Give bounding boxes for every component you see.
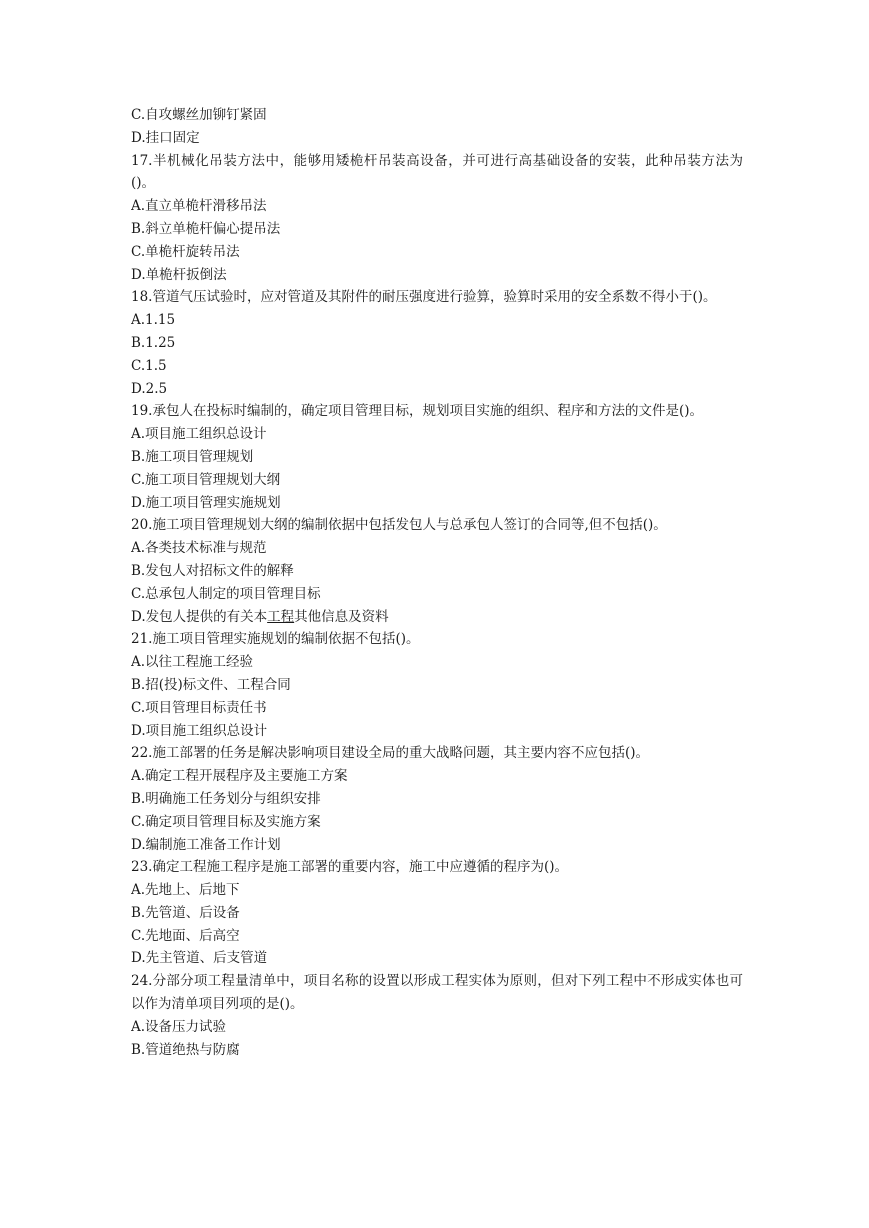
option-line: A.确定工程开展程序及主要施工方案 [131, 768, 348, 785]
option-line: A.先地上、后地下 [131, 882, 240, 899]
question-17: 17.半机械化吊装方法中，能够用矮桅杆吊装高设备，并可进行高基础设备的安装，此种吊装方法为()。 [131, 152, 743, 192]
question-20: 20.施工项目管理规划大纲的编制依据中包括发包人与总承包人签订的合同等,但不包括()。 [131, 517, 667, 534]
question-19: 19.承包人在投标时编制的，确定项目管理目标，规划项目实施的组织、程序和方法的文件是()。 [131, 403, 704, 420]
option-line: C.先地面、后高空 [131, 927, 240, 944]
option-line: C.项目管理目标责任书 [131, 699, 267, 716]
option-line: A.以往工程施工经验 [131, 654, 254, 671]
option-line: C.总承包人制定的项目管理目标 [131, 585, 321, 602]
option-line: C.确定项目管理目标及实施方案 [131, 813, 321, 830]
option-line: B.明确施工任务划分与组织安排 [131, 790, 321, 807]
document-page [131, 104, 743, 1061]
option-text: 其他信息及资料 [294, 608, 389, 625]
option-line: A.各类技术标准与规范 [131, 540, 267, 557]
option-line: B.施工项目管理规划 [131, 448, 254, 465]
option-line: A.1.15 [131, 312, 176, 329]
option-line [131, 606, 743, 629]
option-line: B.斜立单桅杆偏心提吊法 [131, 220, 281, 237]
option-line: B.1.25 [131, 334, 176, 351]
option-line: C.单桅杆旋转吊法 [131, 243, 240, 260]
question-24: 24.分部分项工程量清单中，项目名称的设置以形成工程实体为原则，但对下列工程中不形成实体也可以作为清单项目列项的是()。 [131, 973, 743, 1013]
option-line: D.施工项目管理实施规划 [131, 494, 281, 511]
option-line: D.2.5 [131, 380, 168, 397]
option-line: D.编制施工准备工作计划 [131, 836, 281, 853]
question-22: 22.施工部署的任务是解决影响项目建设全局的重大战略问题，其主要内容不应包括()。 [131, 745, 650, 762]
option-line: D.先主管道、后支管道 [131, 950, 268, 967]
option-line: C.自攻螺丝加铆钉紧固 [131, 107, 267, 123]
option-line: B.发包人对招标文件的解释 [131, 562, 294, 579]
option-line: B.管道绝热与防腐 [131, 1041, 240, 1058]
option-text: D.发包人提供的有关本 [131, 608, 268, 625]
underlined-word: 工程 [267, 608, 295, 625]
option-line: D.项目施工组织总设计 [131, 722, 268, 739]
option-line: D.单桅杆扳倒法 [131, 266, 227, 283]
question-18: 18.管道气压试验时，应对管道及其附件的耐压强度进行验算，验算时采用的安全系数不得小于()。 [131, 289, 717, 306]
option-line: B.先管道、后设备 [131, 904, 240, 921]
option-line: C.施工项目管理规划大纲 [131, 471, 281, 488]
option-line: C.1.5 [131, 357, 167, 374]
question-23: 23.确定工程施工程序是施工部署的重要内容，施工中应遵循的程序为()。 [131, 859, 569, 876]
option-line: D.挂口固定 [131, 129, 200, 146]
option-line: B.招(投)标文件、工程合同 [131, 676, 291, 693]
question-21: 21.施工项目管理实施规划的编制依据不包括()。 [131, 631, 420, 648]
option-line: A.设备压力试验 [131, 1018, 227, 1035]
option-line: A.项目施工组织总设计 [131, 426, 267, 443]
option-line: A.直立单桅杆滑移吊法 [131, 198, 267, 215]
